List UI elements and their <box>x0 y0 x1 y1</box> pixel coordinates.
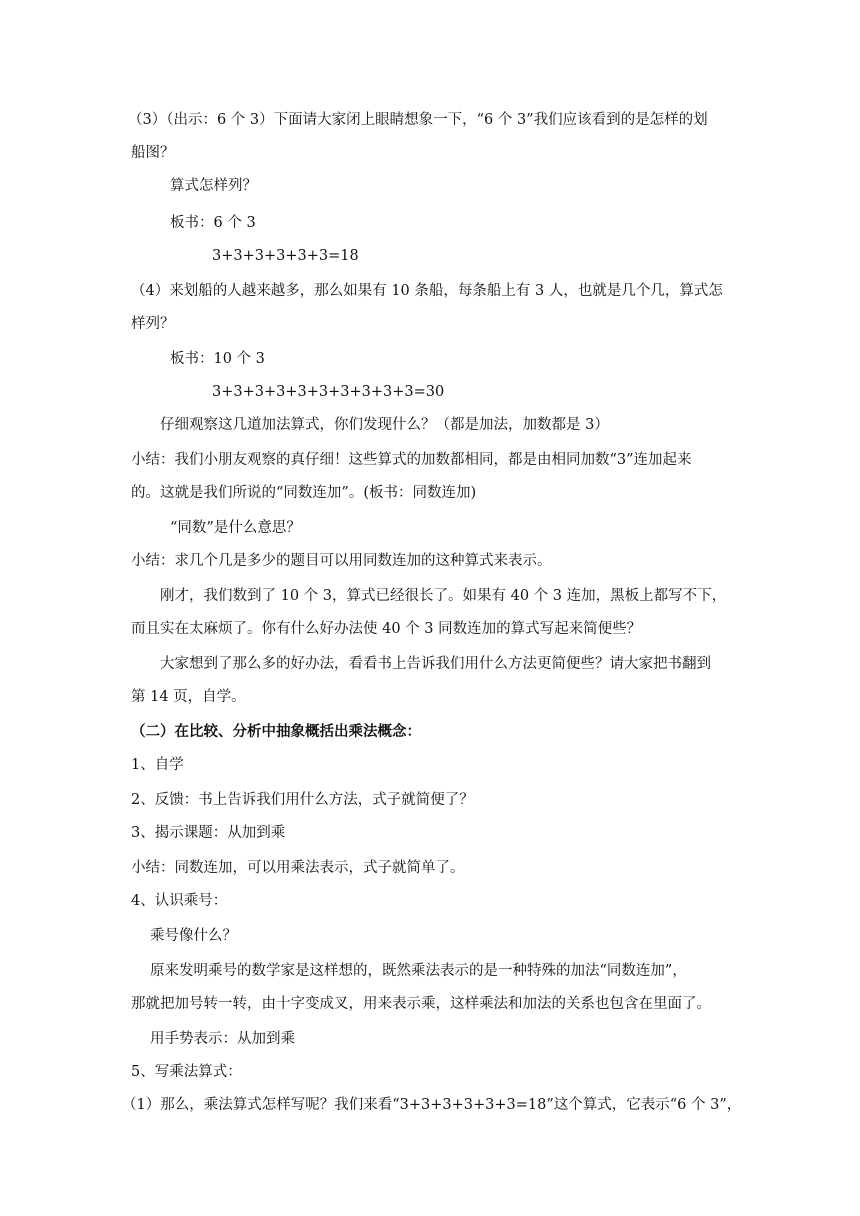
self-study-line-2: 第 14 页，自学。 <box>131 689 246 705</box>
board-note-6x3: 板书：6 个 3 <box>170 215 256 231</box>
summary-1-line-1: 小结：我们小朋友观察的真仔细！这些算式的加数都相同，都是由相同加数“3”连加起来 <box>131 452 692 468</box>
paragraph-3-line-1: （3）（出示：6 个 3）下面请大家闭上眼睛想象一下，“6 个 3”我们应该看到的是怎样的划 <box>128 112 708 128</box>
step-2-feedback: 2、反馈：书上告诉我们用什么方法，式子就简便了？ <box>131 792 474 808</box>
formula-10x3: 3+3+3+3+3+3+3+3+3+3=30 <box>212 384 445 400</box>
observation-question: 仔细观察这几道加法算式，你们发现什么？（都是加法，加数都是 3） <box>160 417 609 433</box>
explanation-line-1: 原来发明乘号的数学家是这样想的，既然乘法表示的是一种特殊的加法“同数连加”， <box>150 963 687 979</box>
paragraph-4-line-1: （4）来划船的人越来越多，那么如果有 10 条船，每条船上有 3 人，也就是几个几，算式怎 <box>131 283 723 299</box>
long-formula-line-1: 刚才，我们数到了 10 个 3，算式已经很长了。如果有 40 个 3 连加，黑板上都写不下， <box>160 588 727 604</box>
step-1-self-study: 1、自学 <box>131 757 184 773</box>
formula-6x3: 3+3+3+3+3+3=18 <box>212 248 359 264</box>
section-heading-2: （二）在比较、分析中抽象概括出乘法概念： <box>131 723 421 740</box>
question-formula-line: 算式怎样列？ <box>170 178 257 194</box>
summary-2: 小结：求几个几是多少的题目可以用同数连加的这种算式来表示。 <box>131 553 552 569</box>
board-note-10x3: 板书：10 个 3 <box>170 351 265 367</box>
summary-1-line-2: 的。这就是我们所说的“同数连加”。(板书：同数连加) <box>131 485 477 501</box>
paragraph-3-line-2: 船图？ <box>131 145 175 161</box>
summary-3: 小结：同数连加，可以用乘法表示，式子就简单了。 <box>131 860 465 876</box>
step-3-topic: 3、揭示课题：从加到乘 <box>131 825 286 841</box>
paragraph-4-line-2: 样列？ <box>131 316 175 332</box>
step-5-write-formula: 5、写乘法算式： <box>131 1064 242 1080</box>
gesture-line: 用手势表示：从加到乘 <box>150 1031 295 1047</box>
long-formula-line-2: 而且实在太麻烦了。你有什么好办法使 40 个 3 同数连加的算式写起来简便些？ <box>131 621 642 637</box>
self-study-line-1: 大家想到了那么多的好办法，看看书上告诉我们用什么方法更简便些？请大家把书翻到 <box>160 656 711 672</box>
step-4-multiply-sign: 4、认识乘号： <box>131 893 228 909</box>
multiply-sign-question: 乘号像什么？ <box>150 928 237 944</box>
step-5-1-line: （1）那么，乘法算式怎样写呢？我们来看“3+3+3+3+3+3=18”这个算式，它表示“6 个 3”， <box>122 1097 742 1113</box>
same-number-question: “同数”是什么意思？ <box>170 520 301 536</box>
explanation-line-2: 那就把加号转一转，由十字变成叉，用来表示乘，这样乘法和加法的关系也包含在里面了。 <box>131 996 711 1012</box>
